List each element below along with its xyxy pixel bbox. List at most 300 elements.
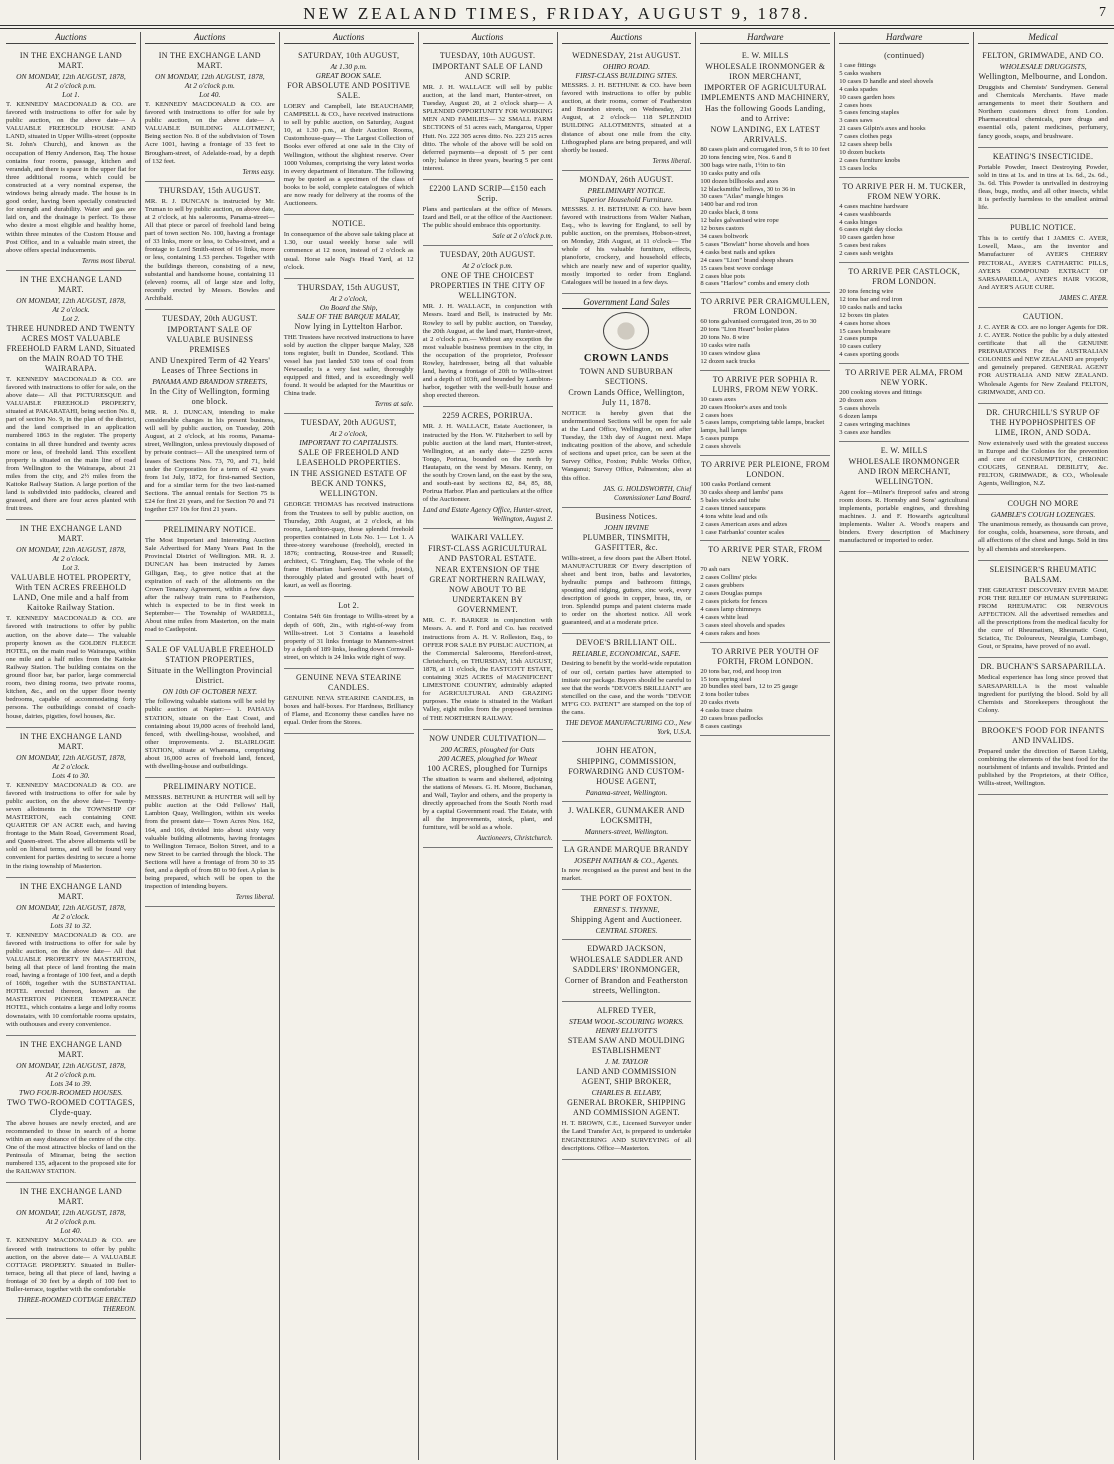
ad-list-item: 10 cases window glass bbox=[700, 349, 761, 357]
ad-heading-line: THE PORT OF FOXTON. bbox=[580, 894, 673, 904]
ad-list-item: 70 ash oars bbox=[700, 566, 731, 574]
ad-heading-line: Panama-street, Wellington. bbox=[585, 788, 668, 798]
ad-heading-line: KEATING'S INSECTICIDE. bbox=[992, 151, 1094, 161]
ad-list-item: 20 dozen axes bbox=[839, 397, 877, 405]
ad-body: Is now recognised as the purest and best in the market. bbox=[561, 867, 692, 883]
ad-heading-line: PRELIMINARY NOTICE. bbox=[163, 525, 257, 535]
ad-body: The above houses are newly erected, and are recommended to those in search of a home within an easy distance of the centre of the city. One of the most attractive blocks of land on the Peninsula of Miramar, being the section numbered 135, adjacent to the proposed site for the RAILWAY STATION. bbox=[6, 1119, 136, 1176]
ad-footer: Sale at 2 o'clock p.m. bbox=[492, 232, 553, 241]
ad-list-item: 4 casks hinges bbox=[839, 218, 878, 226]
ad-heading-line: WHOLESALE SADDLER AND SADDLERS' IRONMONGER, bbox=[569, 955, 683, 975]
advertisement bbox=[423, 180, 553, 246]
ad-heading-line: Crown Lands Office, Wellington, July 11, 1878. bbox=[568, 387, 685, 407]
ad-heading-line: PRELIMINARY NOTICE. bbox=[163, 782, 257, 792]
advertisement bbox=[562, 940, 692, 1002]
ad-heading-line: TWO FOUR-ROOMED HOUSES. bbox=[18, 1087, 123, 1097]
column bbox=[140, 32, 279, 1460]
ad-list-item: 24 cases "Lion" brand sheep shears bbox=[700, 256, 794, 264]
ad-heading-line: TUESDAY, 20th AUGUST, bbox=[300, 418, 397, 428]
ad-list-item: 1 case Fairbanks' counter scales bbox=[700, 528, 785, 536]
ad-heading-line: PANAMA AND BRANDON STREETS, bbox=[152, 376, 268, 386]
advertisement bbox=[978, 495, 1108, 560]
ad-body: T. KENNEDY MACDONALD & CO. are favored with instructions to offer by public auction, on the above date— A VALUABLE COTTAGE PROPERTY. Situated in Buller-terrace, being all that piece of land, having a frontage of 30 feet by a depth of 100 feet to Buller-terrace, together with the comfortable bbox=[6, 1237, 136, 1293]
ad-list-item: 15 cases best wove cordage bbox=[700, 264, 774, 272]
advertisement bbox=[978, 722, 1108, 795]
ad-heading-line: TO ARRIVE PER CRAIGMULLEN, FROM LONDON. bbox=[701, 297, 830, 317]
column-heading: Hardware bbox=[839, 32, 969, 44]
ad-list-item: 2 cases Douglas pumps bbox=[700, 590, 763, 598]
page-number: 7 bbox=[1099, 5, 1106, 20]
ad-heading-line: TO ARRIVE PER PLEIONE, FROM LONDON. bbox=[700, 460, 830, 480]
ad-body: Prepared under the direction of Baron Liebig, combining the elements of the best food for the nourishment of infants and invalids. Printed and published by the Proprietors, at their Office, Willis-street, Wellington. bbox=[978, 747, 1108, 788]
ad-list-item: 20 tons "Lion Heart" boiler plates bbox=[700, 326, 790, 334]
ad-list-item: 10 cases axes bbox=[700, 395, 736, 403]
masthead-rule-2 bbox=[0, 28, 1114, 29]
advertisement bbox=[839, 364, 969, 441]
ad-list-item: 10 casks putty and oils bbox=[700, 169, 761, 177]
ad-body: Desiring to benefit by the world-wide reputation of our oil, certain parties have attempted to imitate our package. Buyers should be careful to see that the words "DEVOE'S BRILLIANT" are stencilled on the case, and the words "DEVOE M'F'G CO. PATENT" are stamped on the top of the cans. bbox=[561, 660, 692, 717]
ad-list-item: 4 casks spades bbox=[839, 85, 878, 93]
ad-list-item: 30 casks sheep and lambs' pans bbox=[700, 489, 784, 496]
ad-footer: Auctioneers, Christchurch. bbox=[477, 834, 553, 843]
ad-heading-line: GREAT BOOK SALE. bbox=[315, 71, 382, 80]
ad-list-item: 2 cases American axes and adzes bbox=[700, 520, 788, 528]
ad-heading-line: AND Unexpired Term of 42 Years' Leases of Three Sections in bbox=[149, 355, 271, 375]
ad-heading-line: IN THE EXCHANGE LAND MART. bbox=[19, 731, 122, 751]
ad-heading-line: At 2 o'clock p.m. bbox=[462, 261, 513, 271]
ad-heading-line: PUBLIC NOTICE. bbox=[1010, 223, 1077, 233]
ad-heading-line: Wellington, Melbourne, and London. bbox=[978, 72, 1108, 81]
ad-heading-line: FIRST-CLASS BUILDING SITES. bbox=[575, 71, 678, 80]
ad-heading-line: TUESDAY, 20th AUGUST. bbox=[162, 313, 258, 323]
ad-heading-line: £2200 LAND SCRIP—£150 each Scrip. bbox=[429, 184, 547, 204]
ad-heading-line: At 1.30 p.m. bbox=[330, 62, 367, 71]
ad-heading-line: LA GRANDE MARQUE BRANDY bbox=[563, 845, 689, 855]
ad-list-item: 12 boxes tin plates bbox=[839, 311, 889, 319]
ad-heading-line: At 2 o'clock. bbox=[52, 911, 90, 921]
ad-list-item: 5 cases pumps bbox=[700, 435, 739, 443]
ad-heading-line: BROOKE'S FOOD FOR INFANTS AND INVALIDS. bbox=[981, 725, 1105, 745]
ad-list-item: 1 case fittings bbox=[839, 62, 876, 69]
ad-heading-line: IMPORTANT SALE OF VALUABLE BUSINESS PREMISES bbox=[166, 324, 254, 354]
column bbox=[2, 32, 140, 1460]
ad-heading-line: SALE OF THE BARQUE MALAY, bbox=[297, 311, 400, 321]
advertisement bbox=[700, 293, 830, 370]
ad-heading-line: At 2 o'clock. bbox=[52, 761, 90, 771]
ad-heading-line: At 2 o'clock p.m. bbox=[45, 1069, 96, 1079]
advertisement bbox=[839, 47, 969, 178]
advertisement bbox=[978, 219, 1108, 308]
ad-body: The unanimous remedy, as thousands can prove, for coughs, colds, hoarseness, sore throats, and all affections of the chest and lungs. Sold in tins by all chemists and storekeepers. bbox=[978, 521, 1108, 553]
advertisement bbox=[6, 520, 136, 727]
advertisement bbox=[6, 728, 136, 878]
ad-footer: JAMES C. AYER. bbox=[1059, 293, 1108, 302]
ad-body: T. KENNEDY MACDONALD & CO. are favored with instructions to offer by public auction, on the above date— The valuable property known as the GOLDEN FLEECE HOTEL, on the main road to Wairarapa, within one mile and a half miles from the Kaitoke Railway Station. The building contains on the ground floor bar, bar parlor, large commercial room, two dining rooms, two private rooms, kitchen, &c., and on the upper floor twenty bedrooms, capable of accommodating forty persons. The outbuildings consist of coach-house, dairies, pigsties, fowl houses, &c. bbox=[6, 615, 136, 720]
ad-heading-line: STEAM SAW AND MOULDING ESTABLISHMENT bbox=[567, 1036, 686, 1056]
masthead-rule bbox=[0, 25, 1114, 26]
ad-list-item: 10 casks wire nails bbox=[700, 342, 751, 350]
ad-list-item: 2 cases sash weights bbox=[839, 250, 894, 258]
ad-heading-line: GAMBLE'S COUGH LOZENGES. bbox=[990, 510, 1096, 520]
column-heading: Auctions bbox=[284, 32, 414, 44]
advertisement bbox=[284, 669, 414, 734]
ad-heading-line: WAIKARI VALLEY. bbox=[451, 533, 525, 543]
ad-list-item: 12 bales galvanised wire rope bbox=[700, 217, 779, 225]
ad-heading-line: DR. CHURCHILL'S SYRUP OF THE HYPOPHOSPHITES OF LIME, IRON, AND SODA. bbox=[986, 407, 1100, 437]
ad-heading-line: STEAM WOOL-SCOURING WORKS. bbox=[569, 1017, 684, 1027]
ad-body: MR. J. H. WALLACE, in conjunction with Messrs. Izard and Bell, is instructed by Mr. Rowley to sell by public auction, on Tuesday, the 20th August, at the land mart, Hunter-street, at 2 o'clock p.m.— Without any exception the most valuable business premises in the city, in the occupation of the proprietor, Professor Rowley, hairdresser, being all that valuable land, having a frontage of 20ft to Willis-street and a depth of 103ft, and bounded by Lambton-harbor, together with the well-built house and shop erected thereon. bbox=[422, 303, 553, 400]
ad-list-item: 4 cases machine hardware bbox=[839, 202, 909, 210]
ad-list-item: 10 cases cutlery bbox=[839, 343, 882, 351]
advertisement bbox=[700, 456, 830, 541]
column-heading: Auctions bbox=[423, 32, 553, 44]
ad-list-item: 15 tons spring steel bbox=[700, 675, 752, 683]
ad-footer: JAS. G. HOLDSWORTH, Chief Commissioner Land Board. bbox=[603, 484, 692, 502]
ad-body: THE Trustees have received instructions to have sold by auction the clipper barque Malay, 328 tons register, built in Dundee, Scotland. This vessel has just landed 530 tons of coal from Newcastle; is a very fast sailer, thoroughly equipped and fitted, and is exceedingly well found. It would be adapted for the Mauritius or China trade. bbox=[283, 333, 414, 398]
ad-list-item: 30 cases "Atlas" mangle hinges bbox=[700, 193, 784, 201]
ad-heading-line: Lot 2. bbox=[338, 601, 360, 611]
masthead bbox=[0, 0, 1114, 26]
ad-list-item: 13 cases locks bbox=[839, 164, 877, 172]
ad-body: GENUINE NEVA STEARINE CANDLES, in boxes and half-boxes. For Hardness, Brilliancy of Flame, and Economy these candles have no equal. Order from the Stores. bbox=[283, 695, 414, 727]
ad-list-item: 3 cases saws bbox=[839, 117, 873, 125]
ad-heading-line: HENRY ELLYOTT'S bbox=[595, 1026, 658, 1036]
column bbox=[418, 32, 557, 1460]
ad-heading-line: CROWN LANDS bbox=[583, 352, 669, 364]
ad-heading-line: SALE OF VALUABLE FREEHOLD STATION PROPERTIES, bbox=[146, 645, 274, 665]
column-heading: Hardware bbox=[700, 32, 830, 44]
ad-heading-line: SALE OF FREEHOLD AND LEASEHOLD PROPERTIES. bbox=[296, 448, 401, 468]
ad-heading-line: DR. BUCHAN'S SARSAPARILLA. bbox=[980, 662, 1106, 672]
ad-heading-line: IN THE EXCHANGE LAND MART. bbox=[19, 881, 122, 901]
ad-list-item: 4 cases white lead bbox=[700, 613, 749, 621]
ad-heading-line: Lot 2. bbox=[62, 313, 80, 323]
ad-heading-line: ON MONDAY, 12th AUGUST, 1878, bbox=[16, 72, 126, 81]
ad-body: LOERY and Campbell, late BEAUCHAMP, CAMPBELL & CO., have received instructions to sell by public auction, on Saturday, August 10, at 1.30 p.m., at their Auction Rooms, Customhouse-quay— The Largest Collection of Books ever offered at one sale in the City of Wellington, without the slightest reserve. Over 1000 Volumes, comprising the very latest works in every department of literature. The following may be quoted as a specimen of the class of books to be sold, complete catalogues of which are now ready for delivery at the rooms of the Auctioneers. bbox=[283, 103, 414, 208]
ad-list-item: 5 cases shovels bbox=[839, 405, 880, 412]
ad-list-item: 34 cases boltwork bbox=[700, 232, 748, 240]
ad-body: Druggists and Chemists' Sundrymen. General and Chemicals Merchants. Have made arrangements to meet their Southern and Northern customers direct from London. Pharmaceutical chemicals, pure drugs and essential oils, patent medicines, perfumery, fancy goods, soaps, and brushware. bbox=[978, 84, 1108, 140]
ad-heading-line: CHARLES B. ELLABY, bbox=[591, 1088, 662, 1098]
ad-heading-line: CENTRAL STORES. bbox=[595, 926, 658, 936]
ad-heading-line: TOWN AND SUBURBAN SECTIONS. bbox=[579, 366, 674, 386]
advertisement bbox=[423, 246, 553, 407]
ad-body: Plans and particulars at the office of Messrs. Izard and Bell, or at the office of the Auctioneer. The public should embrace this opportunity. bbox=[422, 206, 553, 230]
ad-footer: Terms most liberal. bbox=[81, 256, 136, 265]
advertisement bbox=[145, 641, 275, 778]
ad-list-item: 4 cases rakes and hoes bbox=[700, 629, 760, 637]
advertisement bbox=[978, 561, 1108, 659]
advertisement bbox=[978, 658, 1108, 721]
ad-heading-line: Now lying in Lyttelton Harbor. bbox=[294, 321, 403, 331]
ad-heading-line: IMPORTANT SALE OF LAND AND SCRIP. bbox=[432, 62, 543, 81]
ad-heading-line: IN THE ASSIGNED ESTATE OF BECK AND TONKS, WELLINGTON. bbox=[290, 469, 408, 499]
ad-list-item: 3 cases axe handles bbox=[839, 428, 891, 436]
ad-heading-line: COUGH NO MORE bbox=[1007, 499, 1079, 509]
advertisement bbox=[423, 407, 553, 529]
ad-heading-line: 200 ACRES, ploughed for Oats bbox=[440, 744, 535, 754]
ad-heading-line: TWO TWO-ROOMED COTTAGES, Clyde-quay. bbox=[6, 1097, 135, 1117]
ad-heading-line: NOTICE. bbox=[331, 219, 366, 229]
advertisement bbox=[562, 634, 692, 742]
ad-body: T. KENNEDY MACDONALD & CO. are favored with instructions to offer for sale by public auction, on the above date— All that VALUABLE PROPERTY IN MASTERTON, being all that piece of land fronting the main road, having a frontage of 100 feet, and a depth of 160ft, together with the SUBSTANTIAL HOTEL erected thereon, known as the MASTERTON PIONEER TEMPERANCE HOTEL, which contains a large and lofty rooms downstairs, with 10 comfortable rooms upstairs, with outhouses and every convenience. bbox=[6, 931, 136, 1028]
ad-list-item: 80 cases plain and corrugated iron, 5 ft to 10 feet bbox=[700, 146, 830, 153]
advertisement bbox=[562, 890, 692, 940]
ad-heading-line: ON 10th OF OCTOBER NEXT. bbox=[162, 687, 258, 697]
advertisement bbox=[6, 878, 136, 1036]
ad-footer: Land and Estate Agency Office, Hunter-street, Wellington, August 2. bbox=[422, 506, 553, 524]
ad-heading-line: RELIABLE, ECONOMICAL, SAFE. bbox=[572, 649, 681, 659]
advertisement bbox=[6, 47, 136, 271]
ad-heading-line: At 2 o'clock, bbox=[330, 293, 368, 303]
ad-heading-line: ON MONDAY, 12th AUGUST, 1878, bbox=[16, 295, 126, 305]
ad-list-item: 10 cases garden hose bbox=[839, 234, 895, 242]
advertisement bbox=[6, 1183, 136, 1319]
advertisement bbox=[562, 742, 692, 802]
ad-heading-line: TUESDAY, 20th AUGUST. bbox=[439, 250, 536, 260]
ad-heading-line: GENUINE NEVA STEARINE CANDLES. bbox=[296, 673, 402, 693]
column bbox=[279, 32, 418, 1460]
ad-heading-line: ALFRED TYER, bbox=[596, 1006, 657, 1016]
advertisement bbox=[978, 148, 1108, 220]
ad-heading-line: ON MONDAY, 12th AUGUST, 1878, bbox=[16, 1060, 126, 1070]
ad-heading-line: PLUMBER, TINSMITH, GASFITTER, &c. bbox=[582, 532, 671, 552]
ad-body: In consequence of the above sale taking place at 1.30, our usual weekly horse sale will commence at 12 noon, instead of 2 o'clock as usual. Horse sale Nag's Head Yard, at 12 o'clock. bbox=[283, 231, 414, 271]
ad-heading-line: DEVOE'S BRILLIANT OIL. bbox=[575, 638, 677, 648]
advertisement bbox=[423, 730, 553, 849]
ad-heading-line: WEDNESDAY, 21st AUGUST. bbox=[572, 51, 681, 60]
ad-heading-line: WHOLESALE IRONMONGER & IRON MERCHANT, bbox=[705, 62, 826, 81]
ad-list-item: 4 casks best nails and spikes bbox=[700, 248, 776, 256]
ad-body: This is to certify that I JAMES C. AYER, Lowell, Mass., am the inventor and Manufacturer of AYER'S CHERRY PECTORAL, AYER'S CATHARTIC PILLS, AYER'S COMPOUND EXTRACT OF SARSAPARILLA, AYER'S HAIR VIGOR, And AYER'S AGUE CURE. bbox=[978, 235, 1108, 291]
ad-list-item: 3 cases steel shovels and spades bbox=[700, 621, 785, 629]
ad-body: Medical experience has long since proved that SARSAPARILLA is the most valuable ingredient for purifying the blood. Sold by all Chemists and Storekeepers throughout the Colony. bbox=[978, 674, 1108, 714]
advertisement bbox=[839, 178, 969, 263]
advertisement bbox=[562, 171, 692, 294]
ad-body: GEORGE THOMAS has received instructions from the Trustees to sell by public auction, on Thursday, 20th August, at 2 o'clock, at his rooms, Lambton-quay, those splendid freehold properties contained in Lots No. 1— Lot 1. A three-storey warehouse (freehold), erected in 1876; contracting, Rouse-tree and Russell; architect, C. Tringham, Esq. The whole of the frame Hobartian hard-wood (sills, joists), thoroughly plated and grouted with heart of kauri, as well as flooring. bbox=[283, 501, 414, 590]
ad-heading-line: ON MONDAY, 12th AUGUST, 1878, bbox=[16, 545, 126, 555]
ad-heading-line: IMPORTER OF AGRICULTURAL IMPLEMENTS AND MACHINERY, bbox=[701, 83, 830, 102]
ad-heading-line: Lots 31 to 32. bbox=[50, 920, 92, 930]
ad-body: MR. R. J. DUNCAN is instructed by Mr. Truman to sell by public auction, on above date, at 2 o'clock, at his salerooms, Panama-street— All that piece or parcel of freehold land being part of town section No. 100, having a frontage of 33 links, more or less, to Cuba-street, and a frontage to Lord Smith-street of 16 links, more or less, containing 1.53 perches. Together with the buildings thereon, consisting of a new, substantial and handsome house, containing 11 (eleven) rooms, all of large size and lofty, recently erected by Messrs. Bowles and Archibald. bbox=[144, 197, 275, 302]
ad-list-item: 2 cases wringing machines bbox=[839, 420, 911, 428]
column-heading: Auctions bbox=[145, 32, 275, 44]
ad-body: Now extensively used with the greatest success in Europe and the Colonies for the prevention and cure of CONSUMPTION, CHRONIC COUGHS, GENERAL DEBILITY, &c. FELTON, GRIMWADE, & CO., Wholesale Agents, Wellington, N.Z. bbox=[978, 439, 1108, 488]
ad-list-item: 2 cases Collins' picks bbox=[700, 574, 757, 582]
advertisement bbox=[6, 1036, 136, 1184]
ad-list-item: 5 cases best rakes bbox=[839, 242, 886, 250]
ad-list-item: 20 cases brass padlocks bbox=[700, 715, 763, 723]
ad-heading-line: TUESDAY, 10th AUGUST. bbox=[439, 51, 536, 60]
ad-heading-line: Lot 3. bbox=[62, 563, 80, 573]
ad-body: MR. R. J. DUNCAN, intending to make considerable changes in his present business, will sell by public auction, on Tuesday, 20th August, at 2 o'clock, at his rooms, Panama-street, Wellington, unless previously disposed of by private contract— All the unexpired term of leases of Sections Nos. 73, 70, and 71, held under the Corporation for a term of 42 years from 1st July, 1872, for first-named Section, and for a similar term for the two last-named Sections. The annual rentals for Section 75 is £24 for first 21 years, and for Section 70 and 71 together £37 10s for first 21 years. bbox=[144, 408, 275, 514]
government-notice bbox=[562, 294, 692, 508]
ad-list-item: 10 casks nails and tacks bbox=[839, 303, 903, 311]
ad-body: MR. J. H. WALLACE will sell by public auction, at the land mart, Hunter-street, on Tuesday, August 20, at 2 o'clock sharp— A SPLENDID OPPORTUNITY FOR WORKING MEN AND FAMILIES— 32 SMALL FARM SECTIONS of 51 acres each, Mangaroa, Upper Hutt. No. 222 305 acres ditto. No. 223 215 acres ditto. The whole of the above will be sold on deferred payments—a deposit of 5 per cent only; balance in three years, bearing 5 per cent interest. bbox=[422, 84, 553, 172]
advertisement bbox=[284, 215, 414, 278]
ad-heading-line: Lot 40. bbox=[60, 1226, 82, 1236]
ad-list-item: 6 dozen lamps bbox=[839, 412, 878, 420]
ad-body: T. KENNEDY MACDONALD & CO. are favored with instructions to offer for sale by public auction, on the above date— A VALUABLE FREEHOLD HOUSE AND LAND, situated in Upper Willis-street (opposite St. John's Church), and known as the occupation of Henry Anderson, Esq. The house contains four rooms, passage, kitchen and verandah, and there is space in the upper flat for three additional rooms, which could be constructed at a very nominal expense, the windows being already made. The house is in good order, having been specially constructed for strength and durability. Water and gas are laid on, and the drainage is perfect. To those who desire a most eligible and healthy home, within three minutes of the Custom House and Post Office, and in a valuable main street, the above offers special inducements. bbox=[6, 101, 136, 254]
ad-heading-line: E. W. MILLS bbox=[880, 445, 928, 455]
column-heading: Medical bbox=[978, 32, 1108, 44]
ad-list-item: 4 casks trace chains bbox=[700, 707, 753, 715]
ad-heading-line: ON MONDAY, 12th AUGUST, 1878, bbox=[16, 902, 126, 912]
ad-heading-line: THREE HUNDRED AND TWENTY ACRES MOST VALUABLE FREEHOLD FARM LAND, Situated on the MAIN ROAD TO THE WAIRARAPA. bbox=[6, 323, 136, 373]
ad-list-item: 12 tons bar and rod iron bbox=[839, 295, 903, 303]
ad-heading-line: Shipping Agent and Auctioneer. bbox=[570, 915, 683, 925]
ad-heading-line: ON MONDAY, 12th AUGUST, 1878, bbox=[16, 752, 126, 762]
ad-body: MESSRS. J. H. BETHUNE & CO. have been favored with instructions to offer by public auction, at their rooms, corner of Featherston and Brandon streets, on Wednesday, 21st August, at 2 o'clock— 118 SPLENDID BUILDING ALLOTMENTS, situated at a distance of about one mile from the city. Lithographed plans are being prepared, and will shortly be issued. bbox=[561, 82, 692, 154]
ad-list-item: 2 tons boiler tubes bbox=[700, 691, 749, 699]
ad-list-item: 5 bales wicks and tube bbox=[700, 496, 761, 504]
ad-heading-line: NOW LANDING, EX LATEST ARRIVALS. bbox=[710, 125, 821, 144]
ad-heading-line: At 2 o'clock, bbox=[330, 429, 368, 439]
ad-heading-line: Lot 40. bbox=[199, 90, 221, 99]
ad-heading-line: Situate in the Wellington Provincial District. bbox=[147, 666, 273, 686]
ad-list-item: 20 tons fencing wire bbox=[839, 288, 894, 296]
ad-body: Agent for—Milner's fireproof safes and strong room doors. R. Hornsby and Sons' agricultural implements, portable engines, and threshing machines. J. and F. Howard's agricultural implements. Walter A. Wood's reapers and binders. Every description of Machinery manufactured or imported to order. bbox=[839, 488, 970, 545]
column bbox=[557, 32, 696, 1460]
ad-list-item: 60 tons galvanised corrugated iron, 26 to 30 bbox=[700, 318, 817, 326]
ad-body: MESSRS. J. H. BETHUNE & CO. have been favored with instructions from Walter Nathan, Esq., who is leaving for England, to sell by public auction, on the premises, Hobson-street, on Monday, 26th August, at 11 o'clock— The whole of his valuable furniture, effects, pianoforte, crockery, and household effects, which are nearly new and of superior quality, mostly imported to order from England. Catalogues will be issued in a few days. bbox=[561, 205, 692, 286]
ad-list-item: 6 cases eight day clocks bbox=[839, 226, 903, 234]
ad-heading-line: THURSDAY, 15th AUGUST. bbox=[158, 185, 261, 195]
ad-body: Contains 54ft 6in frontage to Willis-street by a depth of 60ft, 2in., with right-of-way from Willis-street. Lot 3 Contains a leasehold property of 31 links frontage to Manners-street by a depth of 189 links, leading down Cornwall-street, on which is 24 links wide right of way. bbox=[283, 613, 414, 661]
ad-list-item: 2 cases grubbers bbox=[700, 582, 744, 590]
ad-footer: THREE-ROOMED COTTAGE ERECTED THEREON. bbox=[17, 1296, 136, 1314]
advertisement bbox=[145, 47, 275, 182]
ad-list-item: 12 cases sheep bells bbox=[839, 141, 893, 149]
ad-body: NOTICE is hereby given that the undermentioned Sections will be open for sale at the Land Office, Wellington, on and after Tuesday, the 13th day of August next. Maps indicating position of the above, and schedule of sections and upset price, can be seen at the Survey Office, Foxton; Public Works Office, Wanganui; Survey Office, Palmerston; also at this office. bbox=[561, 409, 692, 482]
ad-body: Willis-street, a few doors past the Albert Hotel. MANUFACTURER OF Every description of sheet and bent iron, baths and lavatories, hydraulic pumps and bathroom fittings, spouting and ridging, gutters, zinc work, every description of goods in copper, brass, tin, or iron. Splendid pumps and patent cisterns made to order on the shortest notice. All work guaranteed, and at a moderate price. bbox=[561, 554, 692, 627]
ad-heading-line: JOHN HEATON, bbox=[596, 746, 657, 756]
ad-body: MR. J. H. WALLACE, Estate Auctioneer, is instructed by the Hon. W. Fitzherbert to sell by public auction at the land mart, Hunter-street, Wellington, at an early date— 2259 acres Tongo, Porirua, bounded on the north by Hautapatu, on the west by Messrs. Kenny, on the south by Crown land, on the east by the sea, and south-east by sections 82, 84, 85, 88, Porirua Harbor. Plan and particulars at the office of the Auctioneer. bbox=[422, 423, 553, 504]
ad-heading-line: PRELIMINARY NOTICE. bbox=[587, 185, 666, 195]
ad-list-item: 12 dozen sack trucks bbox=[700, 357, 756, 365]
ad-list-item: 20 tons No. 8 wire bbox=[700, 334, 750, 342]
ad-heading-line: Manners-street, Wellington. bbox=[584, 827, 669, 837]
ad-footer: Terms liberal. bbox=[652, 156, 692, 165]
column-heading: Auctions bbox=[6, 32, 136, 44]
ad-list-item: 4 cases lamp chimneys bbox=[700, 605, 761, 613]
ad-list-item: 1400 bar and rod iron bbox=[700, 201, 758, 209]
ad-heading-line: At 2 o'clock p.m. bbox=[45, 81, 96, 90]
ad-heading-line: IN THE EXCHANGE LAND MART. bbox=[19, 1039, 122, 1059]
ad-list-item: 20 bundles steel bars, 12 to 25 gauge bbox=[700, 683, 798, 691]
ad-list-item: 2 cases hoes bbox=[839, 101, 872, 109]
ad-footer: Terms liberal. bbox=[235, 893, 275, 902]
ad-list-item: 8 cases castings bbox=[700, 722, 743, 730]
advertisement bbox=[284, 47, 414, 215]
ad-body: MESSRS. BETHUNE & HUNTER will sell by public auction at the Odd Fellows' Hall, Lambton Quay, Wellington, within six weeks from the present date— Town Acres Nos. 162, 164, and 166, divided into about sixty very valuable building allotments, having frontages to Wellington Terrace, Bolton Street, and to a new Street to be carried through the block. The Sections will have a frontage of from 30 to 35 feet, and a depth of from 80 to 90 feet. A plan is being prepared, which will be open to the inspection of intending buyers. bbox=[144, 794, 275, 891]
ad-heading-line: NOW UNDER CULTIVATION— bbox=[429, 733, 546, 743]
advertisement bbox=[145, 778, 275, 907]
ad-heading-line: FELTON, GRIMWADE, AND CO. bbox=[982, 51, 1104, 60]
ad-heading-line: LAND AND COMMISSION AGENT, SHIP BROKER, bbox=[576, 1067, 677, 1087]
advertisement bbox=[562, 47, 692, 171]
ad-list-item: 15 cases brushware bbox=[839, 327, 891, 335]
masthead-title: NEW ZEALAND TIMES, FRIDAY, AUGUST 9, 1878. bbox=[303, 4, 811, 23]
ad-heading-line: CAUTION. bbox=[1022, 311, 1064, 321]
ad-heading-line: 2259 ACRES, PORIRUA. bbox=[442, 411, 533, 421]
ad-heading-line: On Board the Ship, bbox=[319, 302, 378, 312]
ad-list-item: 4 cases horse shoes bbox=[839, 319, 891, 327]
ad-list-item: 100 casks Portland cement bbox=[700, 481, 771, 489]
ad-body: H. T. BROWN, C.E., Licensed Surveyor under the Land Transfer Act, is prepared to undertake ENGINEERING AND SURVEYING of all descriptions. Office—Masterton. bbox=[561, 1120, 692, 1152]
ad-heading-line: Business Notices. bbox=[595, 511, 658, 521]
ad-heading-line: At 2 o'clock. bbox=[52, 304, 90, 314]
ad-body: The following valuable stations will be sold by public auction at Napier:— 1. PAHAUA STATION, situate on the East Coast, and containing about 19,000 acres of freehold land, fenced, with dwelling-house, woolshed, and other improvements. 2. BLAIRLOGIE STATION, situate at Whareama, comprising about 16,000 acres of freehold land, fenced, with dwelling-house and outbuildings. bbox=[144, 698, 275, 771]
advertisement bbox=[562, 508, 692, 635]
ad-list-item: 10 cases D handle and steel shovels bbox=[839, 77, 934, 85]
ad-heading-line: ERNEST S. THYNNE, bbox=[593, 905, 660, 915]
ad-list-item: 2 cases tinned saucepans bbox=[700, 504, 766, 512]
ad-heading-line: SLEISINGER'S RHEUMATIC BALSAM. bbox=[989, 564, 1097, 584]
ad-heading-line: 200 ACRES, ploughed for Wheat bbox=[438, 753, 537, 763]
section-heading: Government Land Sales bbox=[562, 297, 692, 309]
ad-list-item: 2 cases shovels bbox=[700, 443, 741, 451]
advertisement bbox=[700, 47, 830, 293]
ad-heading-line: JOHN IRVINE bbox=[604, 522, 649, 532]
advertisement bbox=[423, 529, 553, 729]
ad-heading-line: MONDAY, 26th AUGUST. bbox=[579, 174, 674, 184]
columns-container bbox=[2, 32, 1112, 1460]
ad-list-item: 2 cases blue pots bbox=[700, 272, 745, 280]
ad-footer: Terms at sale. bbox=[374, 400, 414, 409]
ad-footer: THE DEVOE MANUFACTURING CO., New York, U.S.A. bbox=[565, 719, 692, 737]
ad-heading-line: TO ARRIVE PER STAR, FROM NEW YORK. bbox=[708, 545, 823, 565]
ad-list-item: 2 cases hoes bbox=[700, 411, 733, 419]
ad-heading-line: ONE OF THE CHOICEST PROPERTIES IN THE CITY OF WELLINGTON. bbox=[430, 271, 545, 301]
ad-heading-line: Has the following Goods Landing, and to Arrive: bbox=[705, 104, 826, 123]
ad-list-item: 5 casks washers bbox=[839, 69, 882, 77]
ad-heading-line: TO ARRIVE PER YOUTH OF FORTH, FROM LONDON. bbox=[711, 646, 819, 666]
ad-list-item: 12 boxes castors bbox=[700, 225, 744, 233]
ad-heading-line: EDWARD JACKSON, bbox=[587, 944, 666, 954]
ad-list-item: 2 cases furniture knobs bbox=[839, 156, 901, 164]
ad-list-item: 10 dozen buckets bbox=[839, 148, 886, 156]
advertisement bbox=[562, 802, 692, 841]
ad-list-item: 20 cases Hooker's axes and tools bbox=[700, 403, 787, 411]
ad-list-item: 200 cooking stoves and fittings bbox=[839, 389, 922, 397]
ad-body: J. C. AYER & CO. are no longer Agents for DR. J. C. AYER. Notice the public by a duly attested certificate that all the GENUINE PREPARATIONS For the AUSTRALIAN COLONIES and NEW ZEALAND are properly and genuinely prepared. GENERAL AGENT FOR AUSTRALIA AND NEW ZEALAND. Wholesale Agents for New Zealand FELTON, GRIMWADE, AND CO. bbox=[978, 323, 1108, 396]
ad-heading-line: GENERAL BROKER, SHIPPING AND COMMISSION AGENT. bbox=[567, 1098, 686, 1118]
advertisement bbox=[700, 643, 830, 736]
ad-heading-line: SATURDAY, 10th AUGUST, bbox=[298, 51, 400, 60]
advertisement bbox=[284, 597, 414, 669]
royal-crest-emblem bbox=[603, 312, 649, 350]
ad-heading-line: SHIPPING, COMMISSION, FORWARDING AND CUSTOM-HOUSE AGENT, bbox=[568, 757, 685, 787]
ad-list-item: 8 cases "Harlow" combs and emery cloth bbox=[700, 280, 810, 288]
ad-heading-line: FOR ABSOLUTE AND POSITIVE SALE. bbox=[287, 81, 411, 100]
advertisement bbox=[839, 263, 969, 364]
advertisement bbox=[562, 1002, 692, 1159]
ad-list-item: 5 cases "Bowlatt" horse shovels and hoes bbox=[700, 240, 810, 248]
ad-list-item: 2 cases pickets for fences bbox=[700, 598, 768, 606]
ad-list-item: 4 cases sporting goods bbox=[839, 351, 899, 359]
ad-heading-line: TO ARRIVE PER ALMA, FROM NEW YORK. bbox=[845, 368, 963, 388]
ad-heading-line: VALUABLE HOTEL PROPERTY, With TEN ACRES FREEHOLD LAND, One mile and a half from Kaitoke Railway Station. bbox=[10, 573, 132, 613]
ad-heading-line: At 2 o'clock p.m. bbox=[45, 1217, 96, 1227]
ad-heading-line: TO ARRIVE PER SOPHIA R. LUHRS, FROM NEW YORK. bbox=[712, 374, 819, 394]
ad-heading-line: FIRST-CLASS AGRICULTURAL AND PASTORAL ESTATE. bbox=[428, 544, 547, 564]
ad-list-item: 20 casks black, 8 tons bbox=[700, 209, 759, 217]
ad-heading-line: IN THE EXCHANGE LAND MART. bbox=[19, 524, 122, 544]
ad-heading-line: NEAR EXTENSION OF THE GREAT NORTHERN RAILWAY, NOW ABOUT TO BE UNDERTAKEN BY GOVERNMENT. bbox=[429, 565, 546, 615]
ad-heading-line: IN THE EXCHANGE LAND MART. bbox=[19, 1187, 122, 1207]
ad-heading-line: JOSEPH NATHAN & CO., Agents. bbox=[573, 856, 680, 866]
